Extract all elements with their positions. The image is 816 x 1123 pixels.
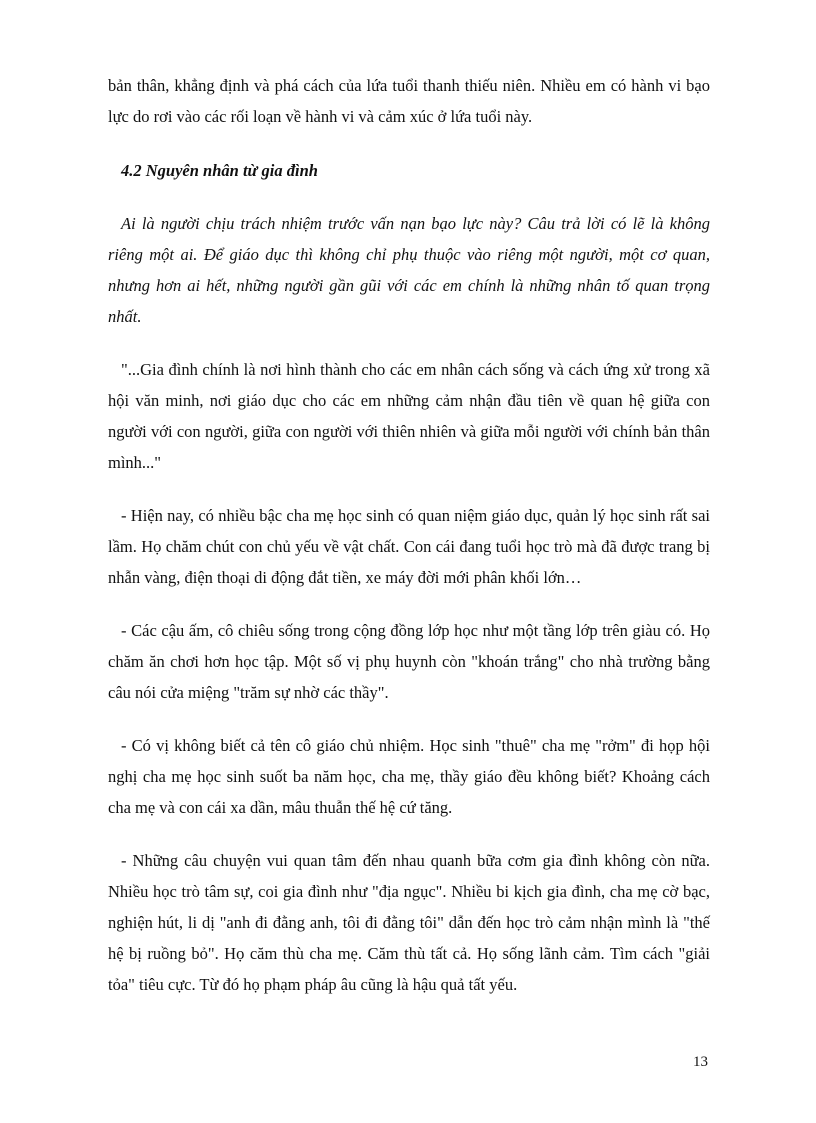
paragraph-bullet-1: - Hiện nay, có nhiều bậc cha mẹ học sinh có quan niệm giáo dục, quản lý học sinh rất sai lầm. Họ chăm chút con chủ yếu về vật chất. Con cái đang tuổi học trò mà đã được trang bị nhẫn vàng, điện thoại di động đắt tiền, xe máy đời mới phân khối lớn… xyxy=(108,506,710,587)
section-heading: 4.2 Nguyên nhân từ gia đình xyxy=(121,161,318,180)
document-body xyxy=(108,70,710,1022)
page-number: 13 xyxy=(693,1054,708,1070)
paragraph-intro-continuation: bản thân, khẳng định và phá cách của lứa tuổi thanh thiếu niên. Nhiều em có hành vi bạo lực do rơi vào các rối loạn về hành vi và cảm xúc ở lứa tuổi này. xyxy=(108,76,710,126)
paragraph-bullet-2: - Các cậu ấm, cô chiêu sống trong cộng đồng lớp học như một tầng lớp trên giàu có. Họ chăm ăn chơi hơn học tập. Một số vị phụ huynh còn "khoán trắng" cho nhà trường bằng câu nói cửa miệng "trăm sự nhờ các thầy". xyxy=(108,621,710,702)
paragraph-bullet-3: - Có vị không biết cả tên cô giáo chủ nhiệm. Học sinh "thuê" cha mẹ "rởm" đi họp hội nghị cha mẹ học sinh suốt ba năm học, cha mẹ, thầy giáo đều không biết? Khoảng cách cha mẹ và con cái xa dần, mâu thuẫn thế hệ cứ tăng. xyxy=(108,736,710,817)
paragraph-quote: "...Gia đình chính là nơi hình thành cho các em nhân cách sống và cách ứng xử trong xã hội văn minh, nơi giáo dục cho các em những cảm nhận đầu tiên về quan hệ giữa con người với con người, giữa con người với thiên nhiên và giữa mỗi người với chính bản thân mình..." xyxy=(108,360,710,472)
paragraph-question: Ai là người chịu trách nhiệm trước vấn nạn bạo lực này? Câu trả lời có lẽ là không riêng một ai. Để giáo dục thì không chỉ phụ thuộc vào riêng một người, một cơ quan, nhưng hơn ai hết, những người gần gũi với các em chính là những nhân tố quan trọng nhất. xyxy=(108,214,710,326)
paragraph-bullet-4: - Những câu chuyện vui quan tâm đến nhau quanh bữa cơm gia đình không còn nữa. Nhiều học trò tâm sự, coi gia đình như "địa ngục". Nhiều bi kịch gia đình, cha mẹ cờ bạc, nghiện hút, li dị "anh đi đằng anh, tôi đi đằng tôi" dẫn đến học trò cảm nhận mình là "thế hệ bị ruồng bỏ". Họ căm thù cha mẹ. Căm thù tất cả. Họ sống lãnh cảm. Tìm cách "giải tỏa" tiêu cực. Từ đó họ phạm pháp âu cũng là hậu quả tất yếu. xyxy=(108,851,710,994)
